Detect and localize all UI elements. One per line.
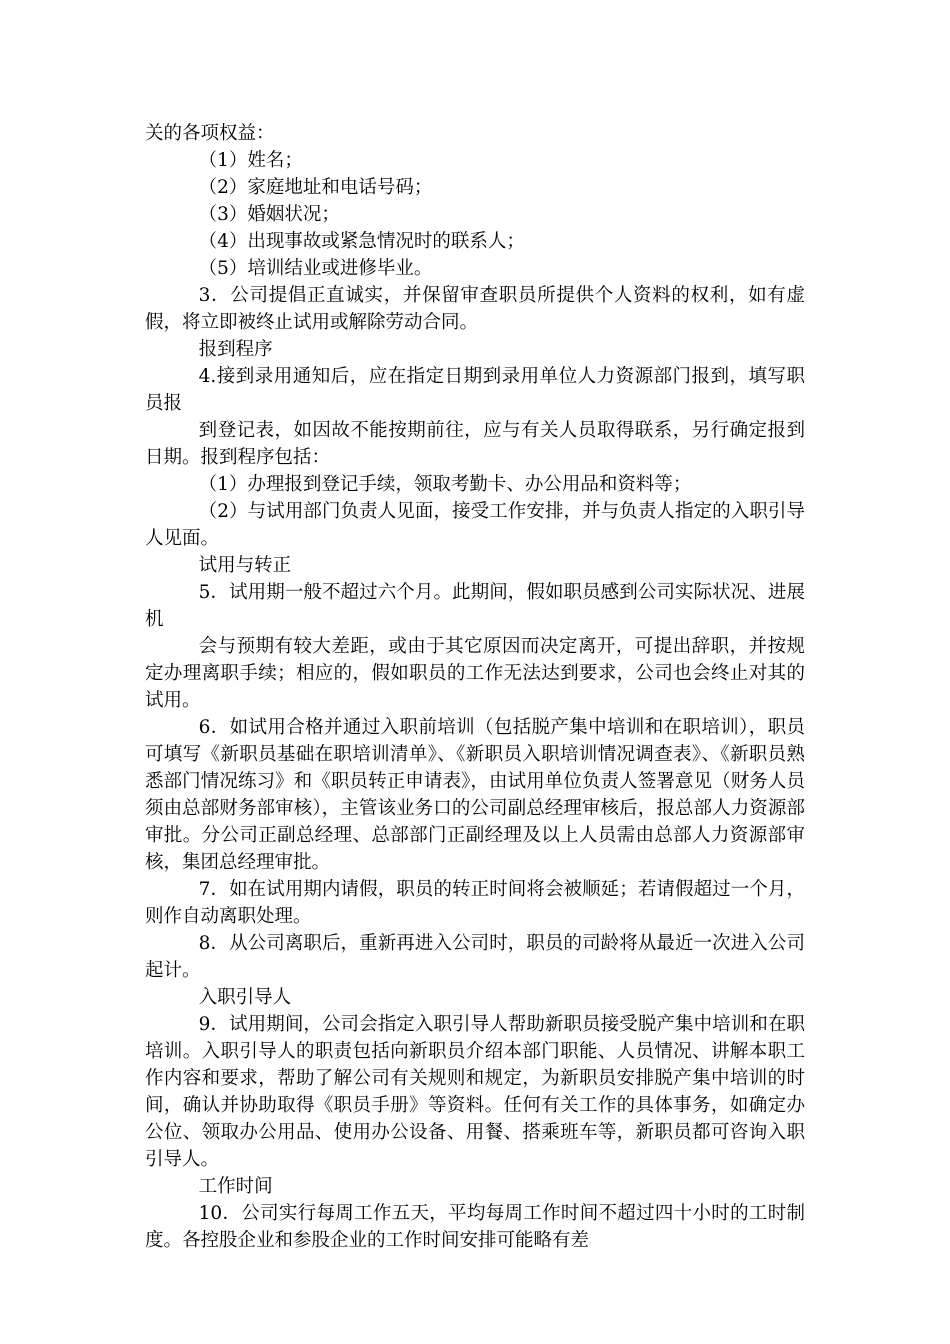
paragraph: 到登记表，如因故不能按期前往，应与有关人员取得联系，另行确定报到日期。报到程序包括：: [145, 420, 805, 468]
section-heading: 入职引导人: [198, 987, 292, 1008]
paragraph: 7．如在试用期内请假，职员的转正时间将会被顺延；若请假超过一个月，则作自动离职处理。: [145, 879, 805, 927]
section-heading: 工作时间: [198, 1176, 273, 1197]
paragraph: 5．试用期一般不超过六个月。此期间，假如职员感到公司实际状况、进展机: [145, 582, 805, 630]
section-heading: 试用与转正: [198, 555, 292, 576]
paragraph: 8．从公司离职后，重新再进入公司时，职员的司龄将从最近一次进入公司起计。: [145, 933, 805, 981]
list-item: （2）与试用部门负责人见面，接受工作安排，并与负责人指定的入职引导人见面。: [145, 501, 805, 549]
paragraph: 6．如试用合格并通过入职前培训（包括脱产集中培训和在职培训），职员可填写《新职员基础在职培训清单》、《新职员入职培训情况调查表》、《新职员熟悉部门情况练习》和《职员转正申请表》，由试用单位负责人签署意见（财务人员须由总部财务部审核），主管该业务口的公司副总经理审核后，报总部人力资源部审批。分公司正副总经理、总部部门正副经理及以上人员需由总部人力资源部审核，集团总经理审批。: [145, 717, 805, 873]
paragraph: 会与预期有较大差距，或由于其它原因而决定离开，可提出辞职，并按规定办理离职手续；相应的，假如职员的工作无法达到要求，公司也会终止对其的试用。: [145, 636, 805, 711]
paragraph: 4.接到录用通知后，应在指定日期到录用单位人力资源部门报到，填写职员报: [145, 366, 805, 414]
list-item: （4）出现事故或紧急情况时的联系人；: [198, 231, 525, 252]
paragraph: 9．试用期间，公司会指定入职引导人帮助新职员接受脱产集中培训和在职培训。入职引导人的职责包括向新职员介绍本部门职能、人员情况、讲解本职工作内容和要求，帮助了解公司有关规则和规定，为新职员安排脱产集中培训的时间，确认并协助取得《职员手册》等资料。任何有关工作的具体事务，如确定办公位、领取办公用品、使用办公设备、用餐、搭乘班车等，新职员都可咨询入职引导人。: [145, 1014, 805, 1170]
paragraph: 3．公司提倡正直诚实，并保留审查职员所提供个人资料的权利，如有虚假，将立即被终止试用或解除劳动合同。: [145, 285, 805, 333]
list-item: （1）姓名；: [198, 150, 303, 171]
section-heading: 报到程序: [198, 339, 273, 360]
list-item: （5）培训结业或进修毕业。: [198, 258, 433, 279]
document-body: [145, 120, 805, 1254]
list-item: （1）办理报到登记手续，领取考勤卡、办公用品和资料等；: [198, 474, 692, 495]
paragraph: 10．公司实行每周工作五天，平均每周工作时间不超过四十小时的工时制度。各控股企业和参股企业的工作时间安排可能略有差: [145, 1203, 805, 1251]
list-item: （2）家庭地址和电话号码；: [198, 177, 433, 198]
paragraph: 关的各项权益：: [145, 123, 275, 144]
list-item: （3）婚姻状况；: [198, 204, 340, 225]
